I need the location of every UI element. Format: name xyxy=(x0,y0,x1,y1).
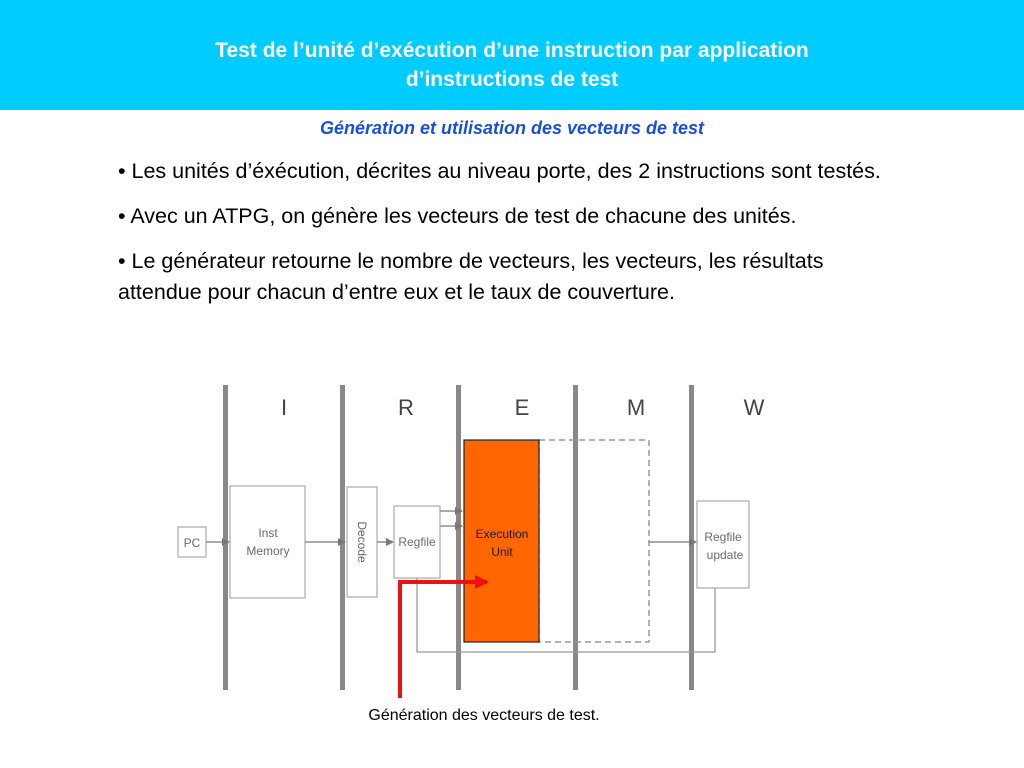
pipeline-bar-4 xyxy=(573,385,578,690)
stage-label-w: W xyxy=(743,395,765,420)
stage-label-i: I xyxy=(280,395,288,420)
regfile-label: Regfile xyxy=(398,535,436,549)
inst-memory-box xyxy=(230,486,305,598)
stage-label-m: M xyxy=(626,395,646,420)
pipeline-bar-2 xyxy=(340,385,345,690)
section-subtitle: Génération et utilisation des vecteurs de test xyxy=(319,118,705,138)
pc-label: PC xyxy=(183,536,201,550)
inst-memory-label-2: Memory xyxy=(246,544,290,558)
dashed-memory-box xyxy=(539,440,649,642)
pipeline-bar-5 xyxy=(689,385,694,690)
pipeline-bar-1 xyxy=(223,385,228,690)
execution-unit-box xyxy=(464,440,539,642)
pipeline-bar-3 xyxy=(456,385,461,690)
bullet-item-3: • Le générateur retourne le nombre de vecteurs, les vecteurs, les résultats attendue pour chacun d’entre eux et le taux de couverture. xyxy=(118,249,824,304)
execution-unit-label-2: Unit xyxy=(491,545,513,559)
regfile-update-label-1: Regfile xyxy=(704,530,742,544)
inst-memory-label-1: Inst xyxy=(258,526,278,540)
stage-label-r: R xyxy=(398,395,414,420)
title-line-1: Test de l’unité d’exécution d’une instruction par application xyxy=(215,39,809,62)
execution-unit-label-1: Execution xyxy=(475,527,529,541)
diagram-caption: Génération des vecteurs de test. xyxy=(368,707,600,724)
decode-label: Decode xyxy=(355,521,369,563)
regfile-update-box xyxy=(697,501,749,588)
stage-label-e: E xyxy=(514,395,530,420)
bullet-item-2: • Avec un ATPG, on génère les vecteurs de test de chacune des unités. xyxy=(118,204,797,228)
title-line-2: d’instructions de test xyxy=(405,68,619,91)
bullet-item-1: • Les unités d’éxécution, décrites au niveau porte, des 2 instructions sont testés. xyxy=(118,159,881,183)
regfile-update-label-2: update xyxy=(706,548,744,562)
writeback-wire xyxy=(417,578,715,652)
